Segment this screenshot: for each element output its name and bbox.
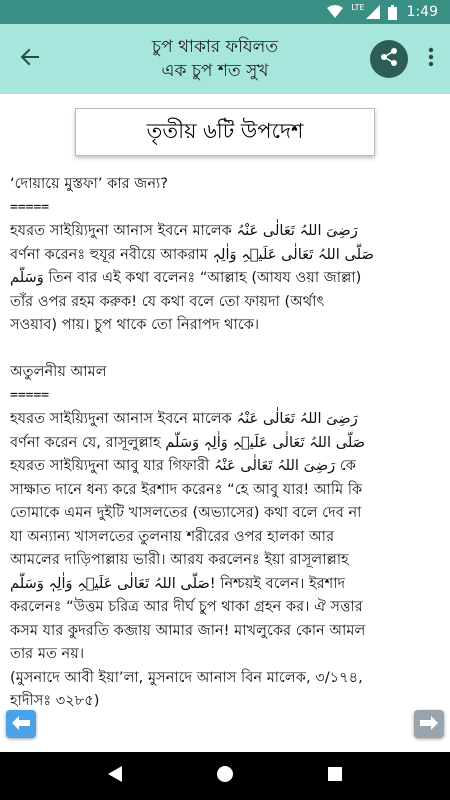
body-line: যা অন্যান্য খাসলতের তুলনায় শরীরের ওপর হালকা আর <box>10 527 335 545</box>
status-bar <box>0 0 450 24</box>
body-line: صَلَّی اللہُ تَعَالٰی عَلَیۡہِ وَاٰلِہٖ وَسَلَّم! নিশ্চয়ই বলেন। ইরশাদ <box>10 574 346 592</box>
body-line: ‘দোয়ায়ে মুস্তফা’ কার জন্য? <box>10 175 169 192</box>
next-page-icon <box>420 715 438 734</box>
body-line: (মুসনাদে আবী ইয়া’লা, মুসনাদে আনাস বিন মালেক, ৩/১৭৪, <box>10 668 363 686</box>
app-title <box>60 35 370 83</box>
home-circle-icon <box>216 765 234 787</box>
back-button[interactable] <box>0 24 60 94</box>
body-line: তাঁর ওপর রহম করুক! যে কথা বলে তো ফায়দা (অর্থাৎ <box>10 292 325 310</box>
status-time: 1:49 <box>406 4 438 20</box>
body-line: বর্ণনা করেনঃ হুযূর নবীয়ে আকরাম صَلَّی اللہُ تَعَالٰی عَلَیۡہِ وَاٰلِہٖ <box>10 245 374 263</box>
system-home-button[interactable] <box>205 756 245 796</box>
body-line: করলেনঃ “উত্তম চরিত্র আর দীর্ঘ চুপ থাকা গ্রহন কর। ঐ সত্তার <box>10 598 363 615</box>
body-line: হাদীসঃ ৩২৮৫) <box>10 692 100 709</box>
share-icon <box>379 47 399 71</box>
app-title-line2: এক চুপ শত সুখ <box>161 61 269 81</box>
article-body <box>0 156 450 713</box>
system-recents-button[interactable] <box>315 756 355 796</box>
more-vert-icon <box>428 47 434 71</box>
battery-icon <box>388 5 397 20</box>
back-triangle-icon <box>107 765 123 787</box>
section-heading: তৃতীয় ৬টি উপদেশ <box>75 108 375 156</box>
body-line: কসম যার কুদরতি কব্জায় আমার জান! মাখলুকের কোন আমল <box>10 621 366 639</box>
separator-line: ===== <box>10 387 50 403</box>
recents-square-icon <box>327 766 343 786</box>
body-line: وَسَلَّم তিন বার এই কথা বলেনঃ “আল্লাহ (আযয ওয়া জাল্লা) <box>10 269 362 286</box>
separator-line: ===== <box>10 199 50 215</box>
network-label: LTE <box>351 2 365 12</box>
wifi-icon <box>327 5 343 19</box>
system-nav-bar <box>0 752 450 800</box>
body-line: অতুলনীয় আমল <box>10 363 107 380</box>
body-line: তোমাকে এমন দুইটি খাসলতের (অভ্যাসের) কথা বলে দেব না <box>10 504 362 521</box>
more-options-button[interactable] <box>418 39 444 79</box>
body-line: হযরত সাইয়্যিদুনা আনাস ইবনে মালেক رَضِیَ اللہُ تَعَالٰی عَنْہُ <box>10 222 358 239</box>
body-line: সওয়াব) পায়। চুপ থাকে তো নিরাপদ থাকে। <box>10 316 260 333</box>
system-back-button[interactable] <box>95 756 135 796</box>
prev-page-button[interactable] <box>6 710 36 738</box>
prev-page-icon <box>12 715 30 734</box>
app-bar <box>0 24 450 94</box>
signal-icon <box>351 2 379 19</box>
body-line: সাক্ষাত দানে ধন্য করে ইরশাদ করেনঃ “হে আবু যার! আমি কি <box>10 480 363 498</box>
body-line: হযরত সাইয়্যিদুনা আনাস ইবনে মালেক رَضِیَ اللہُ تَعَالٰی عَنْہُ <box>10 410 358 427</box>
body-line: বর্ণনা করেন যে, রাসূলুল্লাহ صَلَّی اللہُ تَعَالٰی عَلَیۡہِ وَاٰلِہٖ وَسَلَّم <box>10 433 366 451</box>
blank-line <box>10 337 440 361</box>
arrow-left-icon <box>20 47 40 71</box>
share-button[interactable] <box>370 40 408 78</box>
body-line: আমলের দাড়িপাল্লায় ভারী। আরয করলেনঃ ইয়া রাসূলাল্লাহ <box>10 551 349 568</box>
body-line: তার মত নয়। <box>10 645 85 662</box>
next-page-button[interactable] <box>414 710 444 738</box>
article-content[interactable] <box>0 94 450 752</box>
app-title-line1: চুপ থাকার ফযিলত <box>151 37 279 57</box>
body-line: হযরত সাইয়্যিদুনা আবু যার গিফারী رَضِیَ اللہُ تَعَالٰی عَنْہُ কে <box>10 457 356 474</box>
